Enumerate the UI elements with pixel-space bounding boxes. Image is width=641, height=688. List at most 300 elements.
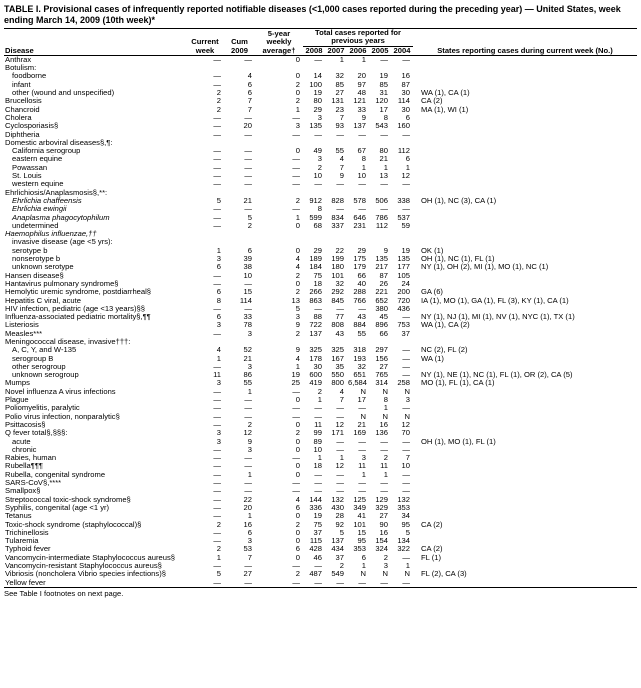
disease-name: Diphtheria <box>5 130 40 139</box>
year-count-cell: 753 <box>397 321 410 330</box>
year-count-cell: 101 <box>331 271 344 280</box>
table-row <box>4 222 637 230</box>
current-week-cell: — <box>213 454 221 463</box>
table-row <box>4 379 637 387</box>
table-row <box>4 205 637 213</box>
cum-2009-cell: 20 <box>243 122 252 131</box>
year-count-cell: 48 <box>357 89 366 98</box>
states-reporting-cell <box>413 272 637 280</box>
year-count-cell: 808 <box>331 321 344 330</box>
cum-2009-cell <box>224 238 255 246</box>
year-count-cell: N <box>360 387 366 396</box>
table-row <box>4 131 637 139</box>
cum-2009-cell: 6 <box>247 246 252 255</box>
year-count-cell: 419 <box>309 379 322 388</box>
current-week-cell: 3 <box>216 429 221 438</box>
states-reporting-cell <box>413 55 637 64</box>
year-count-cell <box>391 238 413 246</box>
weekly-average-cell <box>255 64 303 72</box>
year-count-cell: 59 <box>401 221 410 230</box>
year-count-cell: 179 <box>353 263 366 272</box>
cum-2009-cell: 38 <box>243 263 252 272</box>
year-count-cell: 32 <box>357 362 366 371</box>
year-count-cell: — <box>314 55 322 64</box>
year-count-cell: 258 <box>397 379 410 388</box>
current-week-cell: — <box>213 221 221 230</box>
cum-2009-cell: — <box>244 404 252 413</box>
year-count-cell: 85 <box>335 80 344 89</box>
header-disease: Disease <box>4 29 186 56</box>
year-count-cell: 35 <box>335 362 344 371</box>
disease-name: Botulism: <box>5 64 37 73</box>
table-row <box>4 479 637 487</box>
disease-name: Yellow fever <box>4 579 186 588</box>
cum-2009-cell: 21 <box>243 196 252 205</box>
year-count-cell: 1 <box>405 562 410 570</box>
year-count-cell: 16 <box>401 72 410 81</box>
year-count-cell: 87 <box>401 80 410 89</box>
header-year: 2006 <box>347 46 369 55</box>
year-count-cell: 325 <box>331 346 344 355</box>
year-count-cell: — <box>402 553 410 562</box>
cum-2009-cell: — <box>244 155 252 164</box>
year-count-cell: 896 <box>375 321 388 330</box>
current-week-cell <box>186 338 224 346</box>
table-row <box>4 438 637 446</box>
year-count-cell: 11 <box>314 420 322 429</box>
year-count-cell: 434 <box>331 545 344 554</box>
cum-2009-cell: 53 <box>243 545 252 554</box>
disease-name: Measles*** <box>5 329 43 338</box>
states-reporting-cell <box>413 338 637 346</box>
year-count-cell: 16 <box>379 528 388 537</box>
states-reporting-cell <box>413 421 637 429</box>
current-week-cell <box>186 64 224 72</box>
cum-2009-cell: — <box>244 462 252 471</box>
current-week-cell: — <box>213 147 221 156</box>
cum-2009-cell: 7 <box>247 553 252 562</box>
year-count-cell: 43 <box>357 313 366 322</box>
states-reporting-cell: IA (1), MO (1), GA (1), FL (3), KY (1), CA (1) <box>421 296 569 305</box>
weekly-average-cell <box>255 189 303 197</box>
disease-name: Chancroid <box>5 105 40 114</box>
year-count-cell: 7 <box>339 396 344 405</box>
year-count-cell: 19 <box>313 89 322 98</box>
year-count-cell: 12 <box>335 462 344 471</box>
year-count-cell: 55 <box>335 147 344 156</box>
year-count-cell: 8 <box>317 205 322 214</box>
year-count-cell: 8 <box>361 155 366 164</box>
weekly-average-cell <box>255 230 303 238</box>
year-count-cell: — <box>380 55 388 64</box>
year-count-cell: 1 <box>339 55 344 64</box>
table-row <box>4 512 637 520</box>
year-count-cell: N <box>404 387 410 396</box>
weekly-average-cell: 0 <box>295 437 300 446</box>
weekly-average-cell: — <box>292 113 300 122</box>
year-count-cell: 765 <box>375 371 388 380</box>
year-count-cell: 55 <box>357 329 366 338</box>
states-reporting-cell <box>413 487 637 495</box>
year-count-cell: 24 <box>401 279 410 288</box>
year-count-cell: 1 <box>361 55 366 64</box>
year-count-cell: 32 <box>335 279 344 288</box>
year-count-cell: 137 <box>309 329 322 338</box>
year-count-cell: 12 <box>401 420 410 429</box>
year-count-cell: 1 <box>339 454 344 463</box>
disease-name: acute <box>12 437 31 446</box>
disease-name: Vibriosis (noncholera Vibrio species infections)§ <box>5 570 166 579</box>
weekly-average-cell: 0 <box>295 279 300 288</box>
year-count-cell: — <box>336 412 344 421</box>
year-count-cell: 349 <box>353 503 366 512</box>
year-count-cell: 67 <box>357 147 366 156</box>
year-count-cell: 169 <box>353 429 366 438</box>
cum-2009-cell: — <box>244 396 252 405</box>
weekly-average-cell <box>255 238 303 246</box>
year-count-cell: 112 <box>397 147 410 156</box>
current-week-cell: — <box>213 503 221 512</box>
disease-name: Typhoid fever <box>5 545 51 554</box>
year-count-cell: 32 <box>335 72 344 81</box>
current-week-cell: — <box>213 396 221 405</box>
year-count-cell: 1 <box>317 454 322 463</box>
disease-name: Hemolytic uremic syndrome, postdiarrheal§ <box>5 288 152 297</box>
year-count-cell: — <box>314 470 322 479</box>
year-count-cell: 112 <box>375 221 388 230</box>
table-row <box>4 487 637 495</box>
year-count-cell <box>391 64 413 72</box>
year-count-cell: 3 <box>317 155 322 164</box>
disease-name: Hansen disease§ <box>5 271 64 280</box>
year-count-cell: 10 <box>357 172 366 181</box>
year-count-cell: 105 <box>397 271 410 280</box>
disease-name: unknown serotype <box>12 263 74 272</box>
current-week-cell: 3 <box>216 437 221 446</box>
table-row <box>4 570 637 578</box>
year-count-cell: — <box>336 404 344 413</box>
table-row <box>4 471 637 479</box>
year-count-cell: — <box>314 130 322 139</box>
table-row <box>4 355 637 363</box>
cum-2009-cell: 2 <box>247 420 252 429</box>
cum-2009-cell: 1 <box>247 512 252 521</box>
table-row <box>4 147 637 155</box>
states-reporting-cell <box>413 396 637 404</box>
year-count-cell: 8 <box>383 113 388 122</box>
year-count-cell: 2 <box>317 163 322 172</box>
disease-name: Plague <box>5 396 29 405</box>
states-reporting-cell <box>413 280 637 288</box>
year-count-cell: 144 <box>309 495 322 504</box>
year-count-cell: 27 <box>379 512 388 521</box>
weekly-average-cell: 4 <box>295 263 300 272</box>
year-count-cell: 132 <box>397 495 410 504</box>
year-count-cell: — <box>402 313 410 322</box>
year-count-cell: — <box>402 180 410 189</box>
table-body <box>4 55 637 587</box>
year-count-cell: — <box>358 304 366 313</box>
weekly-average-cell: 2 <box>295 80 300 89</box>
disease-name: Rabies, human <box>5 454 57 463</box>
disease-name: Q fever total§,§§§: <box>5 429 68 438</box>
states-reporting-cell <box>413 363 637 371</box>
current-week-cell: 2 <box>216 545 221 554</box>
year-count-cell: 80 <box>379 147 388 156</box>
states-reporting-cell <box>413 205 637 213</box>
cum-2009-cell: — <box>244 304 252 313</box>
year-count-cell: 325 <box>309 346 322 355</box>
weekly-average-cell: 2 <box>295 520 300 529</box>
year-count-cell: 23 <box>335 105 344 114</box>
weekly-average-cell: — <box>292 205 300 214</box>
year-count-cell: 80 <box>313 97 322 106</box>
year-count-cell: — <box>358 130 366 139</box>
cum-2009-cell: 5 <box>247 213 252 222</box>
disease-name: Ehrlichiosis/Anaplasmosis§,**: <box>5 188 108 197</box>
table-row <box>4 363 637 371</box>
states-reporting-cell <box>413 214 637 222</box>
states-reporting-cell <box>413 471 637 479</box>
year-count-cell: 766 <box>353 296 366 305</box>
disease-name: Toxic-shock syndrome (staphylococcal)§ <box>5 520 142 529</box>
year-count-cell: — <box>358 180 366 189</box>
states-reporting-cell <box>413 579 637 588</box>
year-count-cell: N <box>404 412 410 421</box>
table-row <box>4 81 637 89</box>
cum-2009-cell: 9 <box>247 437 252 446</box>
year-count-cell: 30 <box>401 89 410 98</box>
year-count-cell: 722 <box>309 321 322 330</box>
states-reporting-cell <box>413 504 637 512</box>
weekly-average-cell: 3 <box>295 313 300 322</box>
year-count-cell: 5 <box>339 528 344 537</box>
year-count-cell: 10 <box>313 172 322 181</box>
year-count-cell: 1 <box>361 163 366 172</box>
states-reporting-cell: NY (1), NJ (1), MI (1), NV (1), NYC (1), TX (1) <box>421 313 575 322</box>
states-reporting-cell: OH (1), MO (1), FL (1) <box>421 437 496 446</box>
header-year: 2008 <box>303 46 325 55</box>
table-row <box>4 172 637 180</box>
states-reporting-cell: MA (1), WI (1) <box>421 105 469 114</box>
table-row <box>4 106 637 114</box>
year-count-cell: 85 <box>379 80 388 89</box>
year-count-cell: 40 <box>357 279 366 288</box>
year-count-cell: 4 <box>339 387 344 396</box>
year-count-cell: — <box>336 470 344 479</box>
current-week-cell: 1 <box>216 246 221 255</box>
year-count-cell <box>369 139 391 147</box>
year-count-cell: 49 <box>313 147 322 156</box>
cum-2009-cell: 2 <box>247 221 252 230</box>
year-count-cell: 11 <box>380 462 388 471</box>
year-count-cell: 135 <box>397 255 410 264</box>
cum-2009-cell: — <box>244 130 252 139</box>
cum-2009-cell: 114 <box>239 296 252 305</box>
table-row <box>4 429 637 437</box>
cum-2009-cell: 78 <box>243 321 252 330</box>
year-count-cell: N <box>360 570 366 579</box>
states-reporting-cell: MO (1), FL (1), CA (1) <box>421 379 495 388</box>
weekly-average-cell: — <box>292 155 300 164</box>
disease-name: Polio virus infection, nonparalytic§ <box>5 412 120 421</box>
year-count-cell: 22 <box>335 246 344 255</box>
current-week-cell: — <box>213 462 221 471</box>
disease-name: HIV infection, pediatric (age <13 years)§§ <box>5 304 145 313</box>
year-count-cell: — <box>336 487 344 496</box>
year-count-cell: — <box>402 437 410 446</box>
current-week-cell: 1 <box>216 354 221 363</box>
current-week-cell: — <box>213 445 221 454</box>
year-count-cell: 171 <box>331 429 344 438</box>
table-row <box>4 371 637 379</box>
current-week-cell: — <box>213 495 221 504</box>
states-reporting-cell <box>413 164 637 172</box>
year-count-cell: 87 <box>379 271 388 280</box>
current-week-cell: — <box>186 579 224 588</box>
cum-2009-cell: 12 <box>243 429 252 438</box>
disease-name: infant <box>12 80 31 89</box>
year-count-cell: N <box>382 412 388 421</box>
year-count-cell <box>303 64 325 72</box>
states-reporting-cell <box>413 429 637 437</box>
year-count-cell: 2 <box>317 387 322 396</box>
states-reporting-cell <box>413 180 637 188</box>
year-count-cell <box>325 64 347 72</box>
table-row <box>4 288 637 296</box>
current-week-cell: — <box>213 271 221 280</box>
disease-name: unknown serogroup <box>12 371 79 380</box>
current-week-cell: 3 <box>216 255 221 264</box>
table-row <box>4 413 637 421</box>
year-count-cell <box>391 189 413 197</box>
current-week-cell: 5 <box>216 570 221 579</box>
current-week-cell: 2 <box>216 105 221 114</box>
year-count-cell: 336 <box>309 503 322 512</box>
year-count-cell <box>303 338 325 346</box>
weekly-average-cell: 6 <box>295 503 300 512</box>
states-reporting-cell <box>413 537 637 545</box>
year-count-cell: 4 <box>339 155 344 164</box>
year-count-cell: 10 <box>313 445 322 454</box>
year-count-cell: — <box>314 562 322 570</box>
table-row <box>4 214 637 222</box>
cum-2009-cell: 6 <box>247 89 252 98</box>
current-week-cell: 3 <box>216 321 221 330</box>
weekly-average-cell: 2 <box>295 288 300 297</box>
year-count-cell <box>325 139 347 147</box>
states-reporting-cell: OH (1), NC (3), CA (1) <box>421 196 497 205</box>
cum-2009-cell <box>224 338 255 346</box>
disease-name: Mumps <box>5 379 30 388</box>
weekly-average-cell: 9 <box>295 321 300 330</box>
year-count-cell: 34 <box>401 512 410 521</box>
current-week-cell: — <box>213 80 221 89</box>
current-week-cell: — <box>213 420 221 429</box>
weekly-average-cell: 1 <box>295 105 300 114</box>
cum-2009-cell: 86 <box>243 371 252 380</box>
cum-2009-cell: 1 <box>247 470 252 479</box>
weekly-average-cell: 5 <box>295 304 300 313</box>
disease-name: Haemophilus influenzae,†† <box>5 230 97 239</box>
states-reporting-cell: WA (1), CA (1) <box>421 89 470 98</box>
year-count-cell: 314 <box>375 379 388 388</box>
year-count-cell: 9 <box>339 172 344 181</box>
year-count-cell: 14 <box>313 72 322 81</box>
year-count-cell <box>303 139 325 147</box>
year-count-cell: 353 <box>353 545 366 554</box>
year-count-cell: 37 <box>401 329 410 338</box>
year-count-cell: 1 <box>383 163 388 172</box>
year-count-cell: 17 <box>379 105 388 114</box>
table-row <box>4 189 637 197</box>
table-row <box>4 446 637 454</box>
year-count-cell: 487 <box>309 570 322 579</box>
table-row <box>4 388 637 396</box>
year-count-cell: 652 <box>375 296 388 305</box>
year-count-cell: 178 <box>309 354 322 363</box>
disease-name: Hepatitis C viral, acute <box>5 296 81 305</box>
year-count-cell <box>347 189 369 197</box>
states-reporting-cell <box>413 446 637 454</box>
disease-name: Novel influenza A virus infections <box>5 387 116 396</box>
year-count-cell: 31 <box>379 89 388 98</box>
weekly-average-cell: 0 <box>295 512 300 521</box>
weekly-average-cell: 0 <box>295 420 300 429</box>
weekly-average-cell: 1 <box>295 213 300 222</box>
year-count-cell <box>369 338 391 346</box>
year-count-cell: 136 <box>375 429 388 438</box>
year-count-cell: 646 <box>353 213 366 222</box>
year-count-cell: 12 <box>335 420 344 429</box>
table-row <box>4 338 637 346</box>
cum-2009-cell: — <box>244 205 252 214</box>
states-reporting-cell: CA (2) <box>421 97 443 106</box>
year-count-cell: 17 <box>357 396 366 405</box>
current-week-cell: — <box>213 404 221 413</box>
year-count-cell: N <box>360 412 366 421</box>
year-count-cell: 720 <box>397 296 410 305</box>
year-count-cell <box>369 230 391 238</box>
year-count-cell <box>325 230 347 238</box>
year-count-cell: N <box>382 570 388 579</box>
table-row <box>4 72 637 80</box>
table-row <box>4 97 637 105</box>
year-count-cell: 26 <box>379 279 388 288</box>
current-week-cell: — <box>213 512 221 521</box>
weekly-average-cell: 13 <box>291 296 300 305</box>
year-count-cell: 16 <box>379 420 388 429</box>
year-count-cell <box>347 338 369 346</box>
year-count-cell: 18 <box>313 279 322 288</box>
cum-2009-cell: — <box>244 279 252 288</box>
cum-2009-cell: 10 <box>243 271 252 280</box>
states-reporting-cell <box>413 330 637 338</box>
year-count-cell: 11 <box>358 462 366 471</box>
current-week-cell: 2 <box>216 89 221 98</box>
cum-2009-cell: — <box>244 55 252 64</box>
year-count-cell: — <box>402 404 410 413</box>
states-reporting-cell <box>413 139 637 147</box>
disease-name: Rubella¶¶¶ <box>5 462 43 471</box>
year-count-cell: — <box>336 130 344 139</box>
year-count-cell: — <box>358 445 366 454</box>
current-week-cell <box>186 238 224 246</box>
disease-name: Ehrlichia ewingii <box>12 205 67 214</box>
year-count-cell <box>347 139 369 147</box>
year-count-cell <box>303 238 325 246</box>
year-count-cell: 329 <box>375 503 388 512</box>
